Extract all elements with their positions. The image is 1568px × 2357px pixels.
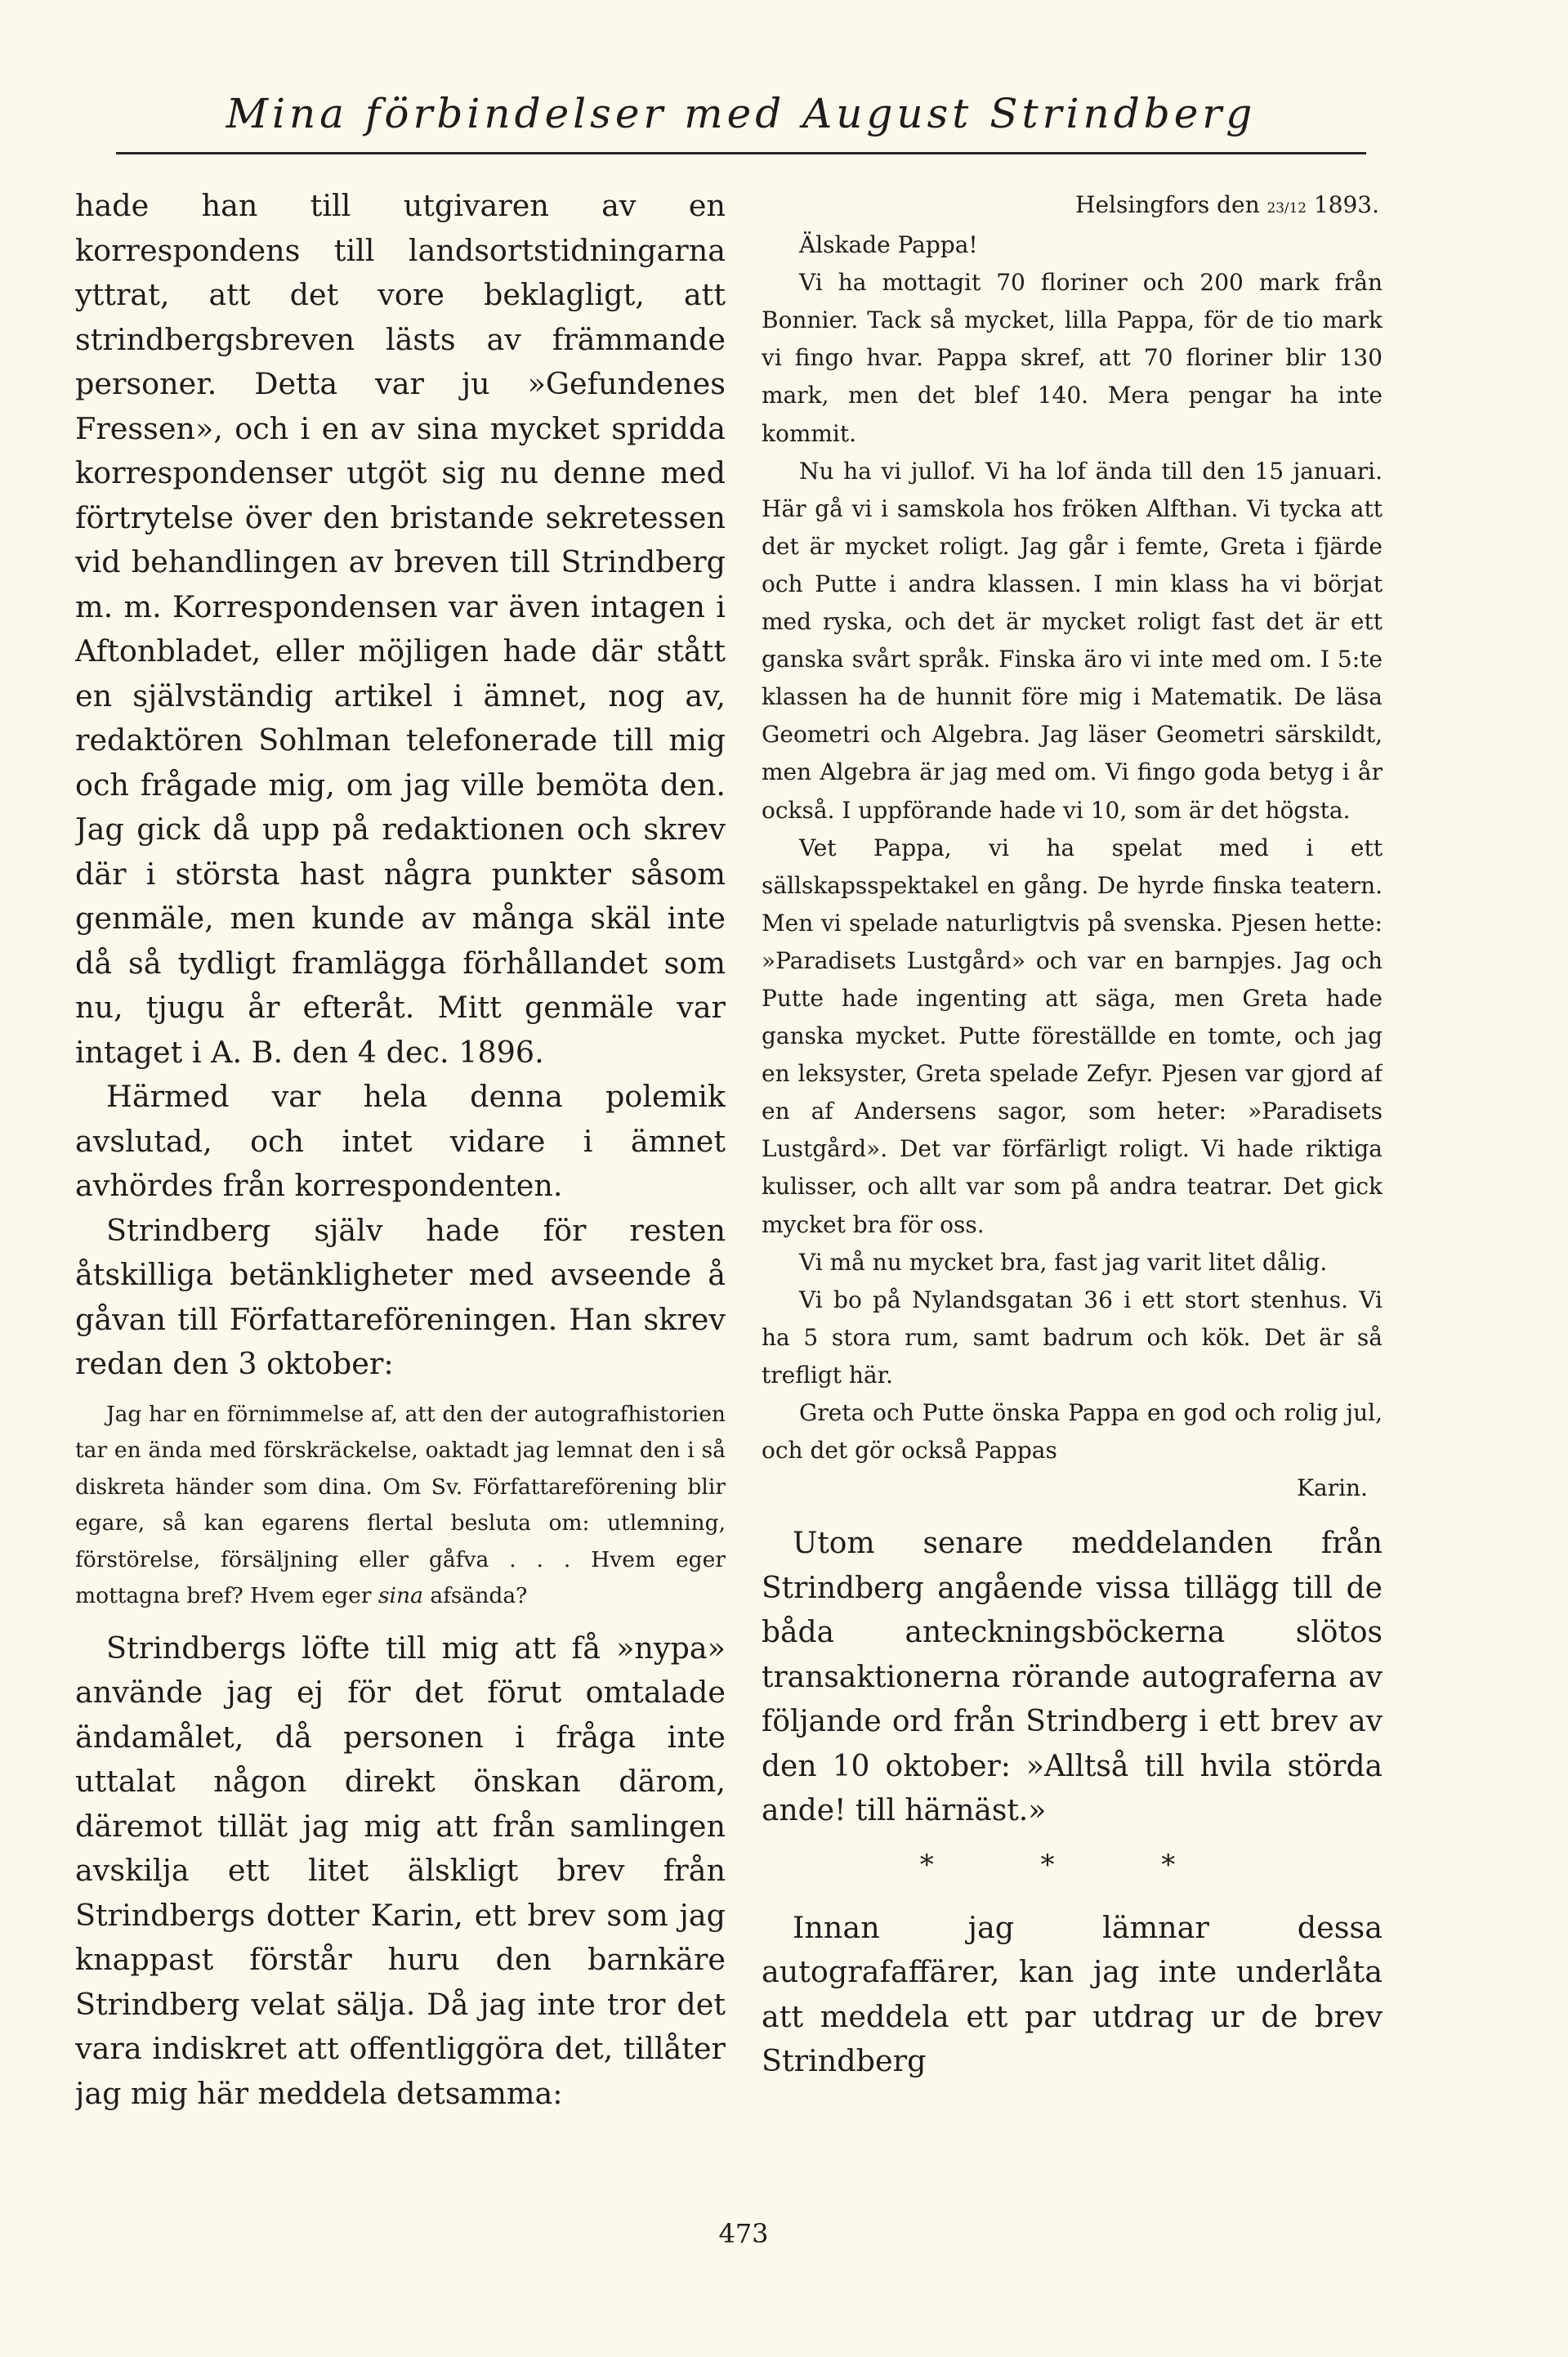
letter-date [762, 186, 1379, 226]
paragraph: Strindbergs löfte till mig att få »nypa» använde jag ej för det förut omtalade ändamålet, då personen i fråga inte uttalat någon direkt önskan därom, däremot tillät jag mig att från samlingen avskilja ett litet älskligt brev från Strindbergs dotter Karin, ett brev som jag knappast förstår huru den barnkäre Strindberg velat sälja. Då jag inte tror det vara indiskret att offentliggöra det, tillåter jag mig här meddela detsamma: [75, 1630, 726, 2111]
letter-paragraph: Nu ha vi jullof. Vi ha lof ända till den 15 januari. Här gå vi i samskola hos fröken Alfthan. Vi tycka att det är mycket roligt. Jag går i femte, Greta i fjärde och Putte i andra klassen. I min klass ha vi börjat med ryska, och det är mycket roligt fast det är ett ganska svårt språk. Finska äro vi inte med om. I 5:te klassen ha de hunnit före mig i Matematik. De läsa Geometri och Algebra. Jag läser Geometri särskildt, men Algebra är jag med om. Vi fingo goda betyg i år också. I uppförande hade vi 10, som är det högsta. [762, 457, 1383, 824]
section-separator: * * * [919, 1848, 1225, 1881]
karin-letter [762, 186, 1383, 1507]
date-year: 1893. [1306, 191, 1379, 218]
right-column [762, 186, 1383, 2205]
quote-emphasis: sina [377, 1583, 423, 1608]
letter-signature: Karin. [1297, 1474, 1368, 1502]
paragraph: Härmed var hela denna polemik avslutad, och intet vidare i ämnet avhördes från korrespondenten. [75, 1079, 726, 1203]
quote-text: Jag har en förnimmelse af, att den der autografhistorien tar en ända med förskräckelse, oaktadt jag lemnat den i så diskreta händer som dina. Om Sv. Författareförening blir egare, så kan egarens flertal besluta om: utlemning, förstörelse, försäljning eller gåfva . . . Hvem eger mottagna bref? Hvem eger [75, 1401, 726, 1608]
page-number: 473 [718, 2218, 769, 2249]
left-column [75, 184, 726, 2203]
paragraph: Utom senare meddelanden från Strindberg angående vissa tillägg till de båda anteckningsböckerna slötos transaktionerna rörande autograferna av följande ord från Strindberg i ett brev av den 10 oktober: »Alltså till hvila störda ande! till härnäst.» [762, 1527, 1383, 1828]
letter-paragraph: Vi bo på Nylandsgatan 36 i ett stort stenhus. Vi ha 5 stora rum, samt badrum och kök. Det är så trefligt här. [762, 1286, 1383, 1389]
date-prefix: Helsingfors den [1075, 191, 1267, 218]
paragraph: Innan jag lämnar dessa autografaffärer, kan jag inte underlåta att meddela ett par utdrag ur de brev Strindberg [762, 1909, 1383, 2079]
quote-text-end: afsända? [422, 1583, 528, 1608]
letter-paragraph: Vi ha mottagit 70 floriner och 200 mark från Bonnier. Tack så mycket, lilla Pappa, för de tio mark vi fingo hvar. Pappa skref, att 70 floriner blir 130 mark, men det blef 140. Mera pengar ha inte kommit. [762, 269, 1383, 447]
letter-paragraph: Vet Pappa, vi ha spelat med i ett sällskapsspektakel en gång. De hyrde finska teatern. Men vi spelade naturligtvis på svenska. Pjesen hette: »Paradisets Lustgård» och var en barnpjes. Jag och Putte hade ingenting att säga, men Greta hade ganska mycket. Putte föreställde en tomte, och jag en leksyster, Greta spelade Zefyr. Pjesen var gjord af en af Andersens sagor, som heter: »Paradisets Lustgård». Det var förfärligt roligt. Vi hade riktiga kulisser, och allt var som på andra teatrar. Det gick mycket bra för oss. [762, 834, 1383, 1238]
running-header: Mina förbindelser med August Strindberg [226, 90, 1257, 137]
letter-quote [75, 1397, 726, 1615]
letter-paragraph: Vi må nu mycket bra, fast jag varit litet dålig. [799, 1248, 1328, 1276]
letter-paragraph: Greta och Putte önska Pappa en god och rolig jul, och det gör också Pappas [762, 1399, 1383, 1465]
paragraph: hade han till utgivaren av en korrespondens till landsortstidningarna yttrat, att det vore beklagligt, att strindbergsbreven lästs av främmande personer. Detta var ju »Gefundenes Fressen», och i en av sina mycket spridda korrespondenser utgöt sig nu denne med förtrytelse över den bristande sekretessen vid behandlingen av breven till Strindberg m. m. Korrespondensen var även intagen i Aftonbladet, eller möjligen hade där stått en självständig artikel i ämnet, nog av, redaktören Sohlman telefonerade till mig och frågade mig, om jag ville bemöta den. Jag gick då upp på redaktionen och skrev där i största hast några punkter såsom genmäle, men kunde av många skäl inte då så tydligt framlägga förhållandet som nu, tjugu år efteråt. Mitt genmäle var intaget i A. B. den 4 dec. 1896. [75, 188, 726, 1070]
letter-salutation: Älskade Pappa! [799, 231, 978, 259]
paragraph: Strindberg själv hade för resten åtskilliga betänkligheter med avseende å gåvan till Författareföreningen. Han skrev redan den 3 oktober: [75, 1212, 726, 1381]
header-rule [116, 152, 1366, 154]
date-fraction: 23/12 [1266, 199, 1307, 216]
